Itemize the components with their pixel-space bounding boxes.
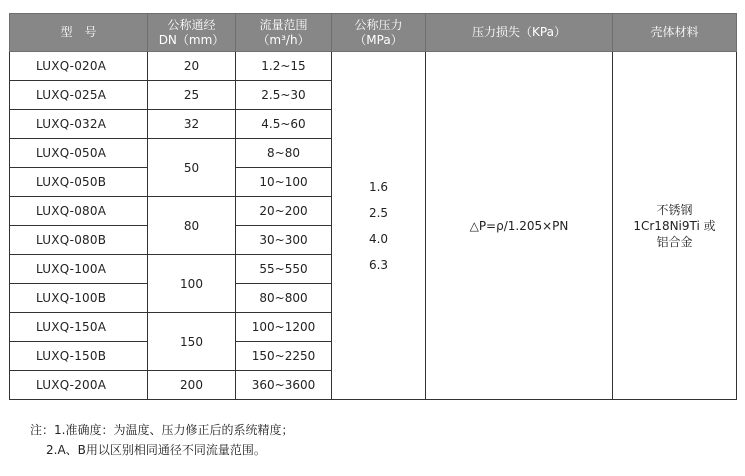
flow-cell: 1.2~15 bbox=[236, 52, 332, 81]
notes bbox=[30, 420, 293, 460]
pressure-value: 1.6 bbox=[368, 179, 389, 194]
header-dn bbox=[148, 14, 236, 52]
note-accuracy: 注：1.准确度：为温度、压力修正后的系统精度； bbox=[30, 423, 294, 437]
flow-cell: 150~2250 bbox=[236, 342, 332, 371]
model-cell: LUXQ-150B bbox=[10, 342, 148, 371]
flow-cell: 20~200 bbox=[236, 197, 332, 226]
table-row bbox=[10, 52, 737, 81]
dn-cell: 32 bbox=[148, 110, 236, 139]
pressure-value: 6.3 bbox=[368, 257, 389, 272]
dn-cell: 100 bbox=[148, 255, 236, 313]
flow-cell: 2.5~30 bbox=[236, 81, 332, 110]
header-flow bbox=[236, 14, 332, 52]
pressure-loss-cell: △P=ρ/1.205×PN bbox=[426, 52, 613, 400]
note-ab-models: 2.A、B用以区别相同通径不同流量范围。 bbox=[46, 443, 266, 457]
material-line: 1Cr18Ni9Ti 或 bbox=[633, 218, 716, 233]
pressure-value: 2.5 bbox=[368, 205, 389, 220]
flow-cell: 10~100 bbox=[236, 168, 332, 197]
flow-cell: 4.5~60 bbox=[236, 110, 332, 139]
header-pressure-loss: 压力损失（KPa） bbox=[426, 14, 613, 52]
model-cell: LUXQ-080A bbox=[10, 197, 148, 226]
header-dn-line1: 公称通经 bbox=[167, 17, 216, 32]
material-line: 铝合金 bbox=[656, 234, 693, 249]
flow-cell: 8~80 bbox=[236, 139, 332, 168]
model-cell: LUXQ-050B bbox=[10, 168, 148, 197]
dn-cell: 80 bbox=[148, 197, 236, 255]
header-material: 壳体材料 bbox=[613, 14, 737, 52]
header-row bbox=[10, 14, 737, 52]
header-pressure bbox=[332, 14, 426, 52]
model-cell: LUXQ-100A bbox=[10, 255, 148, 284]
pressure-list bbox=[332, 178, 425, 274]
header-flow-line1: 流量范围 bbox=[259, 17, 308, 32]
header-flow-line2: （m³/h） bbox=[257, 32, 310, 47]
flow-cell: 55~550 bbox=[236, 255, 332, 284]
dn-cell: 50 bbox=[148, 139, 236, 197]
material-cell bbox=[613, 52, 737, 400]
flow-cell: 100~1200 bbox=[236, 313, 332, 342]
model-cell: LUXQ-020A bbox=[10, 52, 148, 81]
header-pressure-line1: 公称压力 bbox=[354, 17, 403, 32]
model-cell: LUXQ-200A bbox=[10, 371, 148, 400]
header-model: 型 号 bbox=[10, 14, 148, 52]
spec-table bbox=[9, 13, 737, 400]
model-cell: LUXQ-050A bbox=[10, 139, 148, 168]
flow-cell: 30~300 bbox=[236, 226, 332, 255]
dn-cell: 150 bbox=[148, 313, 236, 371]
dn-cell: 200 bbox=[148, 371, 236, 400]
model-cell: LUXQ-150A bbox=[10, 313, 148, 342]
flow-cell: 80~800 bbox=[236, 284, 332, 313]
dn-cell: 20 bbox=[148, 52, 236, 81]
material-line: 不锈钢 bbox=[656, 202, 693, 217]
header-pressure-line2: （MPa） bbox=[354, 32, 403, 47]
pressure-value: 4.0 bbox=[368, 231, 389, 246]
model-cell: LUXQ-100B bbox=[10, 284, 148, 313]
pressure-cell bbox=[332, 52, 426, 400]
header-dn-line2: DN（mm） bbox=[158, 32, 225, 47]
model-cell: LUXQ-032A bbox=[10, 110, 148, 139]
flow-cell: 360~3600 bbox=[236, 371, 332, 400]
model-cell: LUXQ-025A bbox=[10, 81, 148, 110]
dn-cell: 25 bbox=[148, 81, 236, 110]
model-cell: LUXQ-080B bbox=[10, 226, 148, 255]
